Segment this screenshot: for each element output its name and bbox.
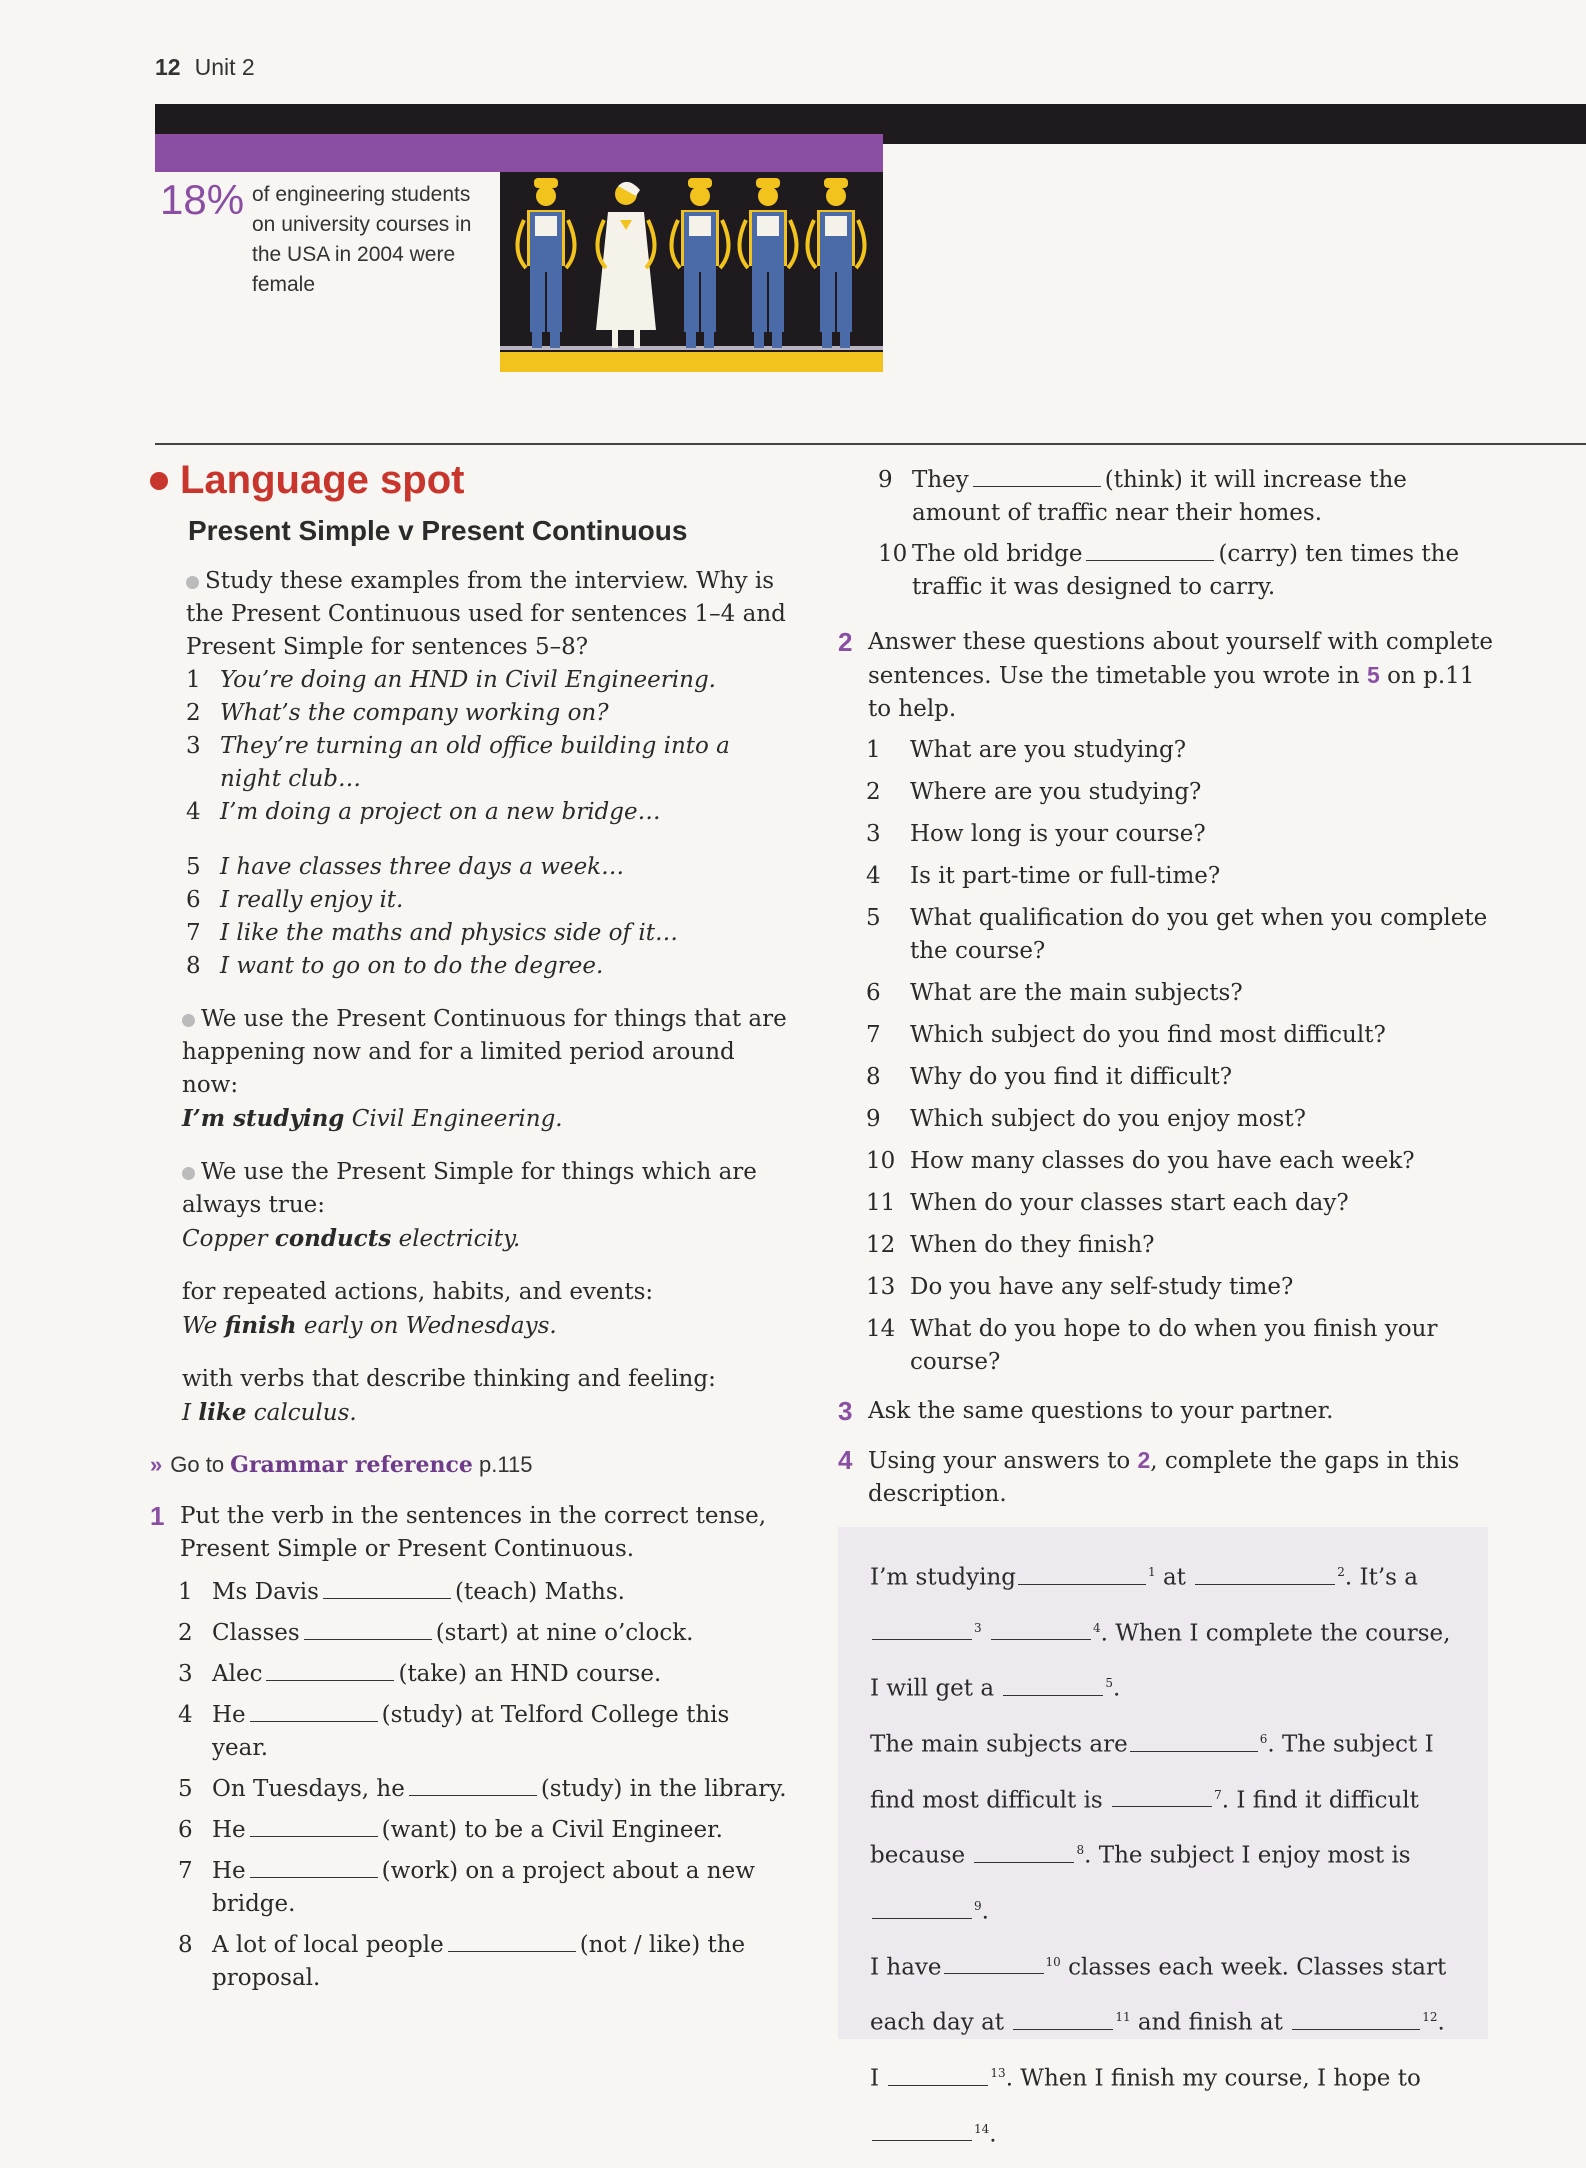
- list-item: 8 I want to go on to do the degree.: [186, 953, 604, 979]
- list-item: 1 You’re doing an HND in Civil Engineering.: [186, 667, 716, 693]
- page-number: 12: [155, 54, 181, 80]
- list-item: 14 What do you hope to do when you finish your course?: [866, 1316, 1438, 1375]
- list-item: 10 The old bridge (carry) ten times the traffic it was designed to carry.: [878, 541, 1460, 600]
- answer-blank[interactable]: [944, 1953, 1044, 1974]
- bullet-icon: [182, 1014, 195, 1027]
- answer-blank[interactable]: [1195, 1564, 1335, 1585]
- answer-blank[interactable]: [1018, 1564, 1146, 1585]
- answer-blank[interactable]: [1292, 2009, 1420, 2030]
- exercise-number: 4: [838, 1445, 853, 1475]
- answer-blank[interactable]: [973, 466, 1101, 487]
- answer-blank[interactable]: [888, 2065, 988, 2086]
- right-column: [838, 464, 1498, 1511]
- list-item: 8 Why do you find it difficult?: [866, 1064, 1233, 1090]
- rule-present-continuous: We use the Present Continuous for things that are happening now and for a limited period around now: I’m studying Civil Engineering.: [182, 1006, 787, 1132]
- page-header: [155, 54, 255, 81]
- exercise-2-questions: [866, 734, 1498, 1379]
- answer-blank[interactable]: [448, 1931, 576, 1952]
- answer-blank[interactable]: [1013, 2009, 1113, 2030]
- unit-label: Unit 2: [194, 54, 255, 80]
- list-item: 9 They (think) it will increase the amount of traffic near their homes.: [878, 467, 1407, 526]
- list-item: 13 Do you have any self-study time?: [866, 1274, 1294, 1300]
- language-spot-heading: [150, 458, 790, 503]
- answer-blank[interactable]: [250, 1701, 378, 1722]
- list-item: 2 Where are you studying?: [866, 779, 1202, 805]
- exercise-4-heading: [838, 1444, 1498, 1511]
- answer-blank[interactable]: [872, 1898, 972, 1919]
- exercise-2-heading: [838, 626, 1498, 726]
- language-spot-title: Language spot: [180, 458, 465, 502]
- list-item: 4 Is it part-time or full-time?: [866, 863, 1221, 889]
- exercise-instruction: Using your answers to 2, complete the gaps in this description.: [868, 1447, 1460, 1507]
- left-column: [150, 458, 790, 2003]
- list-item: 1 What are you studying?: [866, 737, 1187, 763]
- list-item: 11 When do your classes start each day?: [866, 1190, 1349, 1216]
- answer-blank[interactable]: [974, 1842, 1074, 1863]
- bullet-icon: [182, 1167, 195, 1180]
- description-paragraph: The main subjects are $^6$. The subject I find most difficult is $^7$. I find it difficult because $^8$. The subject I enjoy most is $^9$.: [870, 1731, 1434, 1925]
- exercise-instruction: Ask the same questions to your partner.: [868, 1398, 1334, 1424]
- exercise-instruction: Answer these questions about yourself with complete sentences. Use the timetable you wrote in 5 on p.11 to help.: [868, 629, 1493, 722]
- language-spot-subtitle: Present Simple v Present Continuous: [188, 515, 688, 546]
- list-item: 8 A lot of local people (not / like) the proposal.: [178, 1932, 746, 1991]
- list-item: 6 He (want) to be a Civil Engineer.: [178, 1817, 723, 1843]
- list-item: 10 How many classes do you have each week?: [866, 1148, 1415, 1174]
- answer-blank[interactable]: [304, 1619, 432, 1640]
- rule-thinking-verbs: with verbs that describe thinking and feeling: I like calculus.: [182, 1366, 716, 1426]
- double-chevron-icon: »: [150, 1452, 163, 1477]
- answer-blank[interactable]: [266, 1660, 394, 1681]
- exercise-3-heading: [838, 1395, 1498, 1428]
- exercise-number: 3: [838, 1396, 853, 1426]
- list-item: 4 I’m doing a project on a new bridge…: [186, 799, 661, 825]
- list-item: 2 Classes (start) at nine o’clock.: [178, 1620, 694, 1646]
- section-divider: [155, 443, 1586, 445]
- header-accent-bar: [155, 134, 883, 172]
- answer-blank[interactable]: [250, 1816, 378, 1837]
- bullet-icon: [150, 472, 168, 490]
- intro-text: Study these examples from the interview. Why is the Present Continuous used for sentences 1–4 and Present Simple for sentences 5–8?: [186, 568, 786, 660]
- stat-text: of engineering students on university courses in the USA in 2004 were female: [252, 183, 472, 296]
- rule-present-simple: We use the Present Simple for things which are always true: Copper conducts electricity.: [182, 1159, 757, 1252]
- list-item: 6 What are the main subjects?: [866, 980, 1243, 1006]
- engineers-illustration: [500, 172, 883, 372]
- list-item: 7 I like the maths and physics side of it…: [186, 920, 678, 946]
- gap-fill-description: [838, 1527, 1488, 2159]
- exercise-1-list: [178, 1576, 790, 1995]
- exercise-1-list-continued: [878, 464, 1498, 604]
- list-item: 5 I have classes three days a week…: [186, 854, 625, 880]
- exercise-instruction: Put the verb in the sentences in the correct tense, Present Simple or Present Continuous.: [180, 1503, 767, 1562]
- list-item: 3 Alec (take) an HND course.: [178, 1661, 662, 1687]
- list-item: 7 Which subject do you find most difficult?: [866, 1022, 1386, 1048]
- answer-blank[interactable]: [409, 1775, 537, 1796]
- exercise-1-heading: [150, 1500, 790, 1566]
- list-item: 5 What qualification do you get when you complete the course?: [866, 905, 1488, 964]
- list-item: 1 Ms Davis (teach) Maths.: [178, 1579, 625, 1605]
- list-item: 4 He (study) at Telford College this year.: [178, 1702, 730, 1761]
- answer-blank[interactable]: [1130, 1731, 1258, 1752]
- description-paragraph: I have $^{10}$ classes each week. Classes start each day at $^{11}$ and finish at $^{12}$. I $^{13}$. When I finish my course, I hope to $^{14}$.: [870, 1954, 1447, 2148]
- examples-list-a: [186, 664, 790, 829]
- answer-blank[interactable]: [872, 1619, 972, 1640]
- list-item: 9 Which subject do you enjoy most?: [866, 1106, 1306, 1132]
- list-item: 5 On Tuesdays, he (study) in the library.: [178, 1776, 787, 1802]
- answer-blank[interactable]: [1003, 1675, 1103, 1696]
- list-item: 7 He (work) on a project about a new bridge.: [178, 1858, 755, 1917]
- examples-list-b: [186, 851, 790, 983]
- list-item: 2 What’s the company working on?: [186, 700, 609, 726]
- list-item: 3 They’re turning an old office building into a night club…: [186, 733, 730, 792]
- list-item: 3 How long is your course?: [866, 821, 1206, 847]
- answer-blank[interactable]: [250, 1857, 378, 1878]
- list-item: 6 I really enjoy it.: [186, 887, 404, 913]
- answer-blank[interactable]: [1112, 1786, 1212, 1807]
- grammar-reference-link[interactable]: » Go to Grammar reference p.115: [150, 1452, 533, 1478]
- answer-blank[interactable]: [1086, 540, 1214, 561]
- bullet-icon: [186, 576, 199, 589]
- answer-blank[interactable]: [872, 2120, 972, 2141]
- rule-repeated-actions: for repeated actions, habits, and events: We finish early on Wednesdays.: [182, 1279, 654, 1339]
- description-paragraph: I’m studying $^1$ at $^2$. It’s a $^3$ $^4$. When I complete the course, I will get a $^5$.: [870, 1564, 1451, 1702]
- stat-percentage: 18%: [160, 176, 245, 223]
- exercise-number: 2: [838, 627, 853, 657]
- answer-blank[interactable]: [991, 1619, 1091, 1640]
- list-item: 12 When do they finish?: [866, 1232, 1155, 1258]
- exercise-number: 1: [150, 1501, 165, 1531]
- answer-blank[interactable]: [323, 1578, 451, 1599]
- description-box: [838, 1527, 1488, 2148]
